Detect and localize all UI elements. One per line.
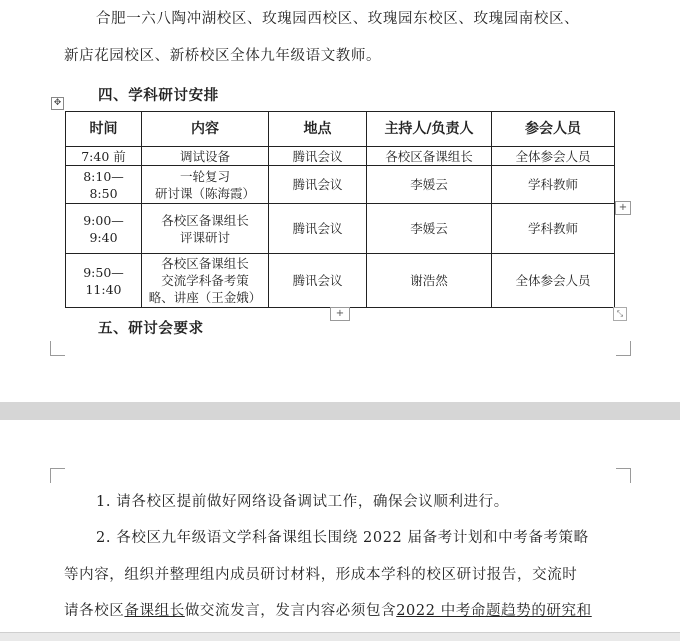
cell-host: 李媛云 (367, 204, 492, 254)
cell-time: 9:00— 9:40 (66, 204, 142, 254)
requirement-item-2-line-2: 等内容，组织并整理组内成员研讨材料，形成本学科的校区研讨报告，交流时 (64, 567, 578, 583)
cell-place: 腾讯会议 (269, 204, 367, 254)
header-attendees: 参会人员 (492, 112, 615, 147)
requirement-item-2-line-1: 2. 各校区九年级语文学科备课组长围绕 2022 届备考计划和中考备考策略 (96, 530, 589, 546)
requirement-item-1: 1. 请各校区提前做好网络设备调试工作，确保会议顺利进行。 (96, 494, 509, 510)
page-corner-mark (616, 341, 631, 356)
cell-content: 各校区备课组长 评课研讨 (142, 204, 269, 254)
text-segment: 请各校区 (64, 603, 125, 619)
add-column-button[interactable]: + (615, 201, 631, 215)
cell-content: 各校区备课组长 交流学科备考策 略、讲座（王金娥） (142, 254, 269, 308)
cell-attendees: 全体参会人员 (492, 147, 615, 166)
cell-place: 腾讯会议 (269, 147, 367, 166)
cell-place: 腾讯会议 (269, 254, 367, 308)
intro-line-1: 合肥一六八陶冲湖校区、玫瑰园西校区、玫瑰园东校区、玫瑰园南校区、 (96, 11, 580, 27)
header-time: 时间 (66, 112, 142, 147)
intro-line-2: 新店花园校区、新桥校区全体九年级语文教师。 (64, 48, 382, 64)
table-move-handle-icon[interactable]: ✥ (51, 97, 64, 110)
page-corner-mark (50, 341, 65, 356)
cell-content: 一轮复习 研讨课（陈海霞） (142, 166, 269, 204)
header-content: 内容 (142, 112, 269, 147)
table-row (66, 147, 615, 166)
cell-host: 各校区备课组长 (367, 147, 492, 166)
header-host: 主持人/负责人 (367, 112, 492, 147)
cell-attendees: 学科教师 (492, 166, 615, 204)
cell-attendees: 全体参会人员 (492, 254, 615, 308)
underlined-text: 2022 中考命题趋势的研究和 (396, 603, 592, 619)
cell-attendees: 学科教师 (492, 204, 615, 254)
underlined-text: 备课组长 (124, 603, 185, 619)
table-row (66, 166, 615, 204)
requirement-item-2-line-3 (64, 600, 592, 622)
table-resize-handle-icon[interactable]: ⤡ (613, 307, 627, 321)
page-corner-mark (50, 468, 65, 483)
table-row (66, 254, 615, 308)
cell-time: 9:50— 11:40 (66, 254, 142, 308)
table-row (66, 204, 615, 254)
cell-host: 谢浩然 (367, 254, 492, 308)
text-segment: 做交流发言，发言内容必须包含 (184, 603, 397, 619)
cell-place: 腾讯会议 (269, 166, 367, 204)
add-row-button[interactable]: + (330, 307, 350, 321)
section-heading-4: 四、学科研讨安排 (98, 87, 219, 104)
table-header-row (66, 112, 615, 147)
header-place: 地点 (269, 112, 367, 147)
page-separator (0, 402, 680, 420)
cell-host: 李媛云 (367, 166, 492, 204)
cell-content: 调试设备 (142, 147, 269, 166)
cell-time: 8:10— 8:50 (66, 166, 142, 204)
page-corner-mark (616, 468, 631, 483)
section-heading-5: 五、研讨会要求 (98, 320, 204, 337)
document-page-2 (0, 420, 680, 640)
schedule-table (65, 111, 615, 308)
cell-time: 7:40 前 (66, 147, 142, 166)
